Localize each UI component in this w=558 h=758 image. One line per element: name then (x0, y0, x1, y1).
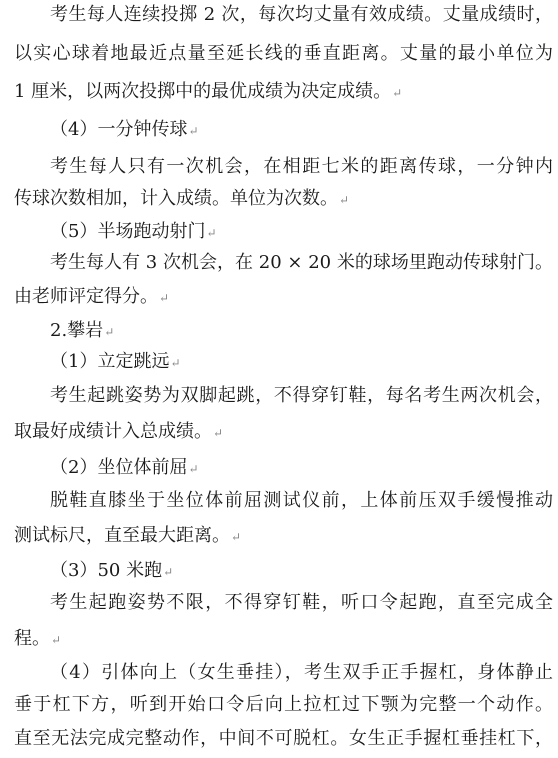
line-text: 考生起跑姿势不限，不得穿钉鞋，听口令起跑，直至完成全 (50, 592, 553, 613)
subheading-line (50, 219, 217, 245)
section-heading-line (50, 318, 114, 344)
text-line (50, 154, 553, 180)
text-line (50, 2, 553, 28)
line-text: （4）引体向上（女生垂挂），考生双手正手握杠，身体静止 (50, 662, 553, 683)
line-text: （1）立定跳远 (50, 351, 170, 372)
text-line (50, 488, 553, 514)
line-text: 考生每人连续投掷 2 次，每次均丈量有效成绩。丈量成绩时， (50, 4, 553, 25)
text-line (14, 726, 553, 752)
text-line (14, 692, 553, 718)
subheading-line (50, 349, 181, 375)
line-text: （3）50 米跑 (50, 560, 163, 581)
paragraph-mark-icon: ↵ (188, 462, 199, 476)
paragraph-mark-icon: ↵ (206, 226, 217, 240)
line-text: 取最好成绩计入总成绩。 (14, 421, 212, 442)
text-line (14, 523, 241, 549)
paragraph-mark-icon: ↵ (231, 530, 242, 544)
text-line (50, 590, 553, 616)
line-text: （4）一分钟传球 (50, 119, 188, 140)
line-text: 脱鞋直膝坐于坐位体前屈测试仪前，上体前压双手缓慢推动 (50, 490, 553, 511)
paragraph-mark-icon: ↵ (170, 356, 181, 370)
paragraph-mark-icon: ↵ (163, 565, 174, 579)
line-text: 直至无法完成完整动作，中间不可脱杠。女生正手握杠垂挂杠下， (14, 728, 553, 749)
subheading-line (50, 117, 199, 143)
text-line (14, 41, 553, 67)
paragraph-mark-icon: ↵ (51, 633, 62, 647)
line-text: 1 厘米，以两次投掷中的最优成绩为决定成绩。 (14, 81, 392, 102)
paragraph-mark-icon: ↵ (188, 124, 199, 138)
line-text: 以实心球着地最近点量至延长线的垂直距离。丈量的最小单位为 (14, 43, 553, 64)
paragraph-mark-icon: ↵ (213, 426, 224, 440)
text-line (14, 79, 402, 105)
paragraph-mark-icon: ↵ (339, 193, 350, 207)
paragraph-mark-icon: ↵ (104, 325, 115, 339)
text-line (50, 383, 553, 409)
line-text: 测试标尺，直至最大距离。 (14, 525, 230, 546)
line-text: 考生每人只有一次机会，在相距七米的距离传球，一分钟内 (50, 156, 553, 177)
text-line (14, 419, 223, 445)
line-text: 传球次数相加，计入成绩。单位为次数。 (14, 188, 338, 209)
line-text: （5）半场跑动射门 (50, 221, 206, 242)
line-text: 垂于杠下方，听到开始口令后向上拉杠过下颚为完整一个动作。 (14, 694, 553, 715)
text-line (50, 250, 553, 276)
subheading-line (50, 455, 199, 481)
subheading-line (50, 558, 173, 584)
text-line (14, 626, 61, 652)
line-text: 考生起跳姿势为双脚起跳，不得穿钉鞋，每名考生两次机会， (50, 385, 553, 406)
line-text: 2.攀岩 (50, 320, 104, 341)
text-line (14, 284, 169, 310)
paragraph-mark-icon: ↵ (392, 86, 403, 100)
line-text: 程。 (14, 628, 50, 649)
text-line (50, 660, 553, 686)
line-text: 由老师评定得分。 (14, 286, 158, 307)
line-text: （2）坐位体前屈 (50, 457, 188, 478)
paragraph-mark-icon: ↵ (159, 291, 170, 305)
text-line (14, 186, 349, 212)
line-text: 考生每人有 3 次机会，在 20 × 20 米的球场里跑动传球射门。 (50, 252, 553, 273)
